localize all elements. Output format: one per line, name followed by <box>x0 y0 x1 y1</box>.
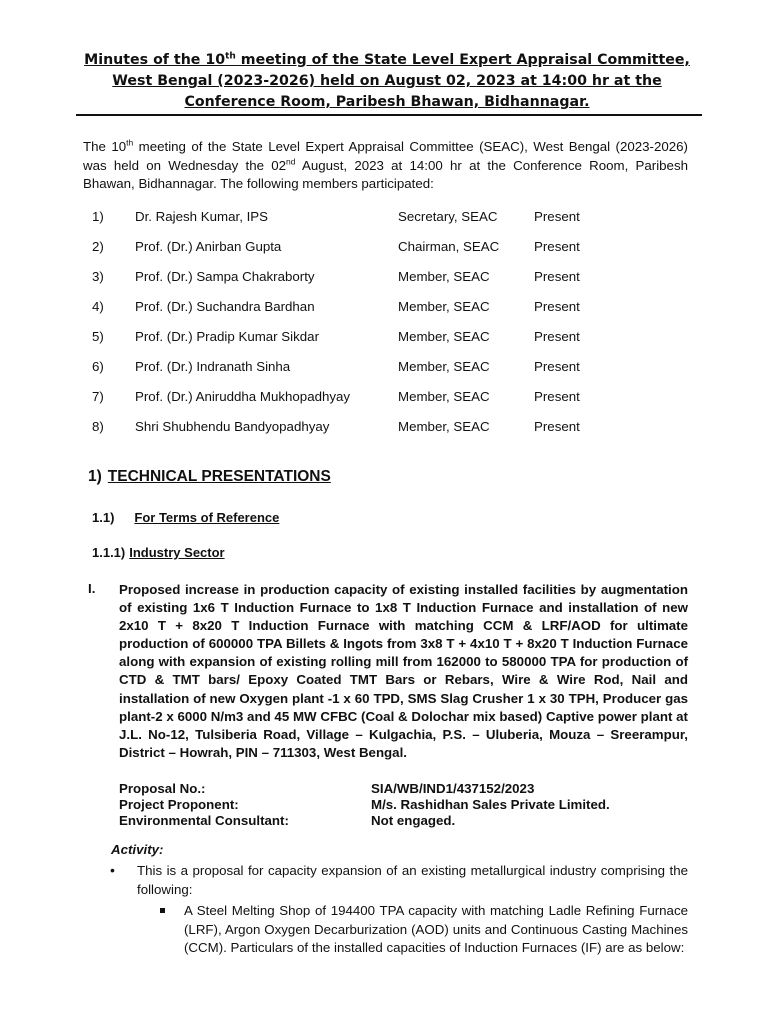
member-status: Present <box>534 359 580 374</box>
member-role: Member, SEAC <box>398 419 490 434</box>
member-row <box>92 358 692 388</box>
title-text-end: meeting of the State Level Expert Appraisal Committee, West Bengal (2023-2026) held on August 02, 2023 at 14:00 hr at the Conference Room, Paribesh Bhawan, Bidhannagar. <box>112 52 690 110</box>
member-role: Secretary, SEAC <box>398 209 498 224</box>
square-bullet-icon <box>160 908 165 913</box>
title-superscript: th <box>225 51 236 62</box>
member-number: 2) <box>92 239 104 254</box>
section-number: 1) <box>88 468 102 485</box>
member-status: Present <box>534 239 580 254</box>
title-divider <box>76 114 702 116</box>
member-number: 7) <box>92 389 104 404</box>
member-row <box>92 388 692 418</box>
section-heading-1 <box>88 468 331 486</box>
member-row <box>92 268 692 298</box>
section-label: Industry Sector <box>129 545 225 560</box>
section-label: TECHNICAL PRESENTATIONS <box>107 468 331 485</box>
member-role: Member, SEAC <box>398 359 490 374</box>
member-name: Prof. (Dr.) Sampa Chakraborty <box>135 269 315 284</box>
member-status: Present <box>534 209 580 224</box>
member-status: Present <box>534 329 580 344</box>
member-number: 5) <box>92 329 104 344</box>
page-title <box>72 50 702 113</box>
member-number: 1) <box>92 209 104 224</box>
member-name: Prof. (Dr.) Pradip Kumar Sikdar <box>135 329 319 344</box>
detail-label: Environmental Consultant: <box>119 813 289 828</box>
member-role: Member, SEAC <box>398 299 490 314</box>
member-name: Prof. (Dr.) Aniruddha Mukhopadhyay <box>135 389 351 404</box>
member-name: Dr. Rajesh Kumar, IPS <box>135 209 269 224</box>
activity-heading: Activity: <box>111 842 164 857</box>
member-status: Present <box>534 389 580 404</box>
member-status: Present <box>534 419 580 434</box>
member-number: 4) <box>92 299 104 314</box>
member-role: Chairman, SEAC <box>398 239 500 254</box>
member-status: Present <box>534 299 580 314</box>
member-status: Present <box>534 269 580 284</box>
member-name: Prof. (Dr.) Indranath Sinha <box>135 359 291 374</box>
member-role: Member, SEAC <box>398 329 490 344</box>
member-number: 3) <box>92 269 104 284</box>
detail-value: Not engaged. <box>371 813 456 828</box>
section-label: For Terms of Reference <box>134 510 280 525</box>
intro-superscript-2: nd <box>286 156 296 167</box>
intro-superscript-1: th <box>126 137 134 148</box>
detail-label: Proposal No.: <box>119 781 206 796</box>
bullet-icon: • <box>110 862 115 878</box>
member-name: Shri Shubhendu Bandyopadhyay <box>135 419 330 434</box>
member-row <box>92 208 692 238</box>
detail-value: SIA/WB/IND1/437152/2023 <box>371 781 535 796</box>
member-name: Prof. (Dr.) Anirban Gupta <box>135 239 282 254</box>
member-name: Prof. (Dr.) Suchandra Bardhan <box>135 299 315 314</box>
intro-text-3: August, 2023 at 14:00 hr at the Conference Room, Paribesh Bhawan, Bidhannagar. The following members participated: <box>83 157 688 191</box>
members-list <box>92 208 692 448</box>
detail-label: Project Proponent: <box>119 797 239 812</box>
member-role: Member, SEAC <box>398 389 490 404</box>
member-row <box>92 418 692 448</box>
section-heading-1-1-1 <box>92 545 225 560</box>
member-number: 8) <box>92 419 104 434</box>
section-number: 1.1.1) <box>92 545 126 560</box>
title-text-start: Minutes of the 10 <box>84 52 226 68</box>
intro-text-1: The 10 <box>83 139 127 154</box>
intro-paragraph <box>83 138 688 194</box>
detail-value: M/s. Rashidhan Sales Private Limited. <box>371 797 610 812</box>
member-row <box>92 298 692 328</box>
activity-sub-bullet-text: A Steel Melting Shop of 194400 TPA capacity with matching Ladle Refining Furnace (LRF), Argon Oxygen Decarburization (AOD) units and Continuous Casting Machines (CCM). Particulars of the installed capacities of Induction Furnaces (IF) are as below: <box>184 903 688 955</box>
activity-bullet-text: This is a proposal for capacity expansion of an existing metallurgical industry comprising the following: <box>137 863 688 897</box>
member-role: Member, SEAC <box>398 269 490 284</box>
section-heading-1-1 <box>92 510 279 525</box>
member-row <box>92 238 692 268</box>
proposal-description: Proposed increase in production capacity of existing installed facilities by augmentation of existing 1x6 T Induction Furnace to 1x8 T Induction Furnace and installation of new 2x10 T + 8x20 T Induction Furnace with matching CCM & LRF/AOD for ultimate production of 600000 TPA Billets & Ingots from 3x8 T + 4x10 T + 8x20 T Induction Furnace along with expansion of existing rolling mill from 162000 to 580000 TPA for production of CTD & TMT bars/ Epoxy Coated TMT Bars or Rebars, Wire & Wire Rod, Nail and installation of new Oxygen plant -1 x 60 TPD, SMS Slag Crusher 1 x 30 TPH, Producer gas plant-2 x 6000 N/m3 and 45 MW CFBC (Coal & Dolochar mix based) Captive power plant at J.L. No-12, Tulsiberia Road, Village – Kulgachia, P.S. – Uluberia, Mouza – Sreerampur, District – Howrah, PIN – 711303, West Bengal. <box>119 582 688 760</box>
section-number: 1.1) <box>92 510 115 525</box>
member-row <box>92 328 692 358</box>
item-numeral: I. <box>88 581 96 596</box>
member-number: 6) <box>92 359 104 374</box>
intro-text-2: meeting of the State Level Expert Appraisal Committee (SEAC), West Bengal (2023-2026) was held on Wednesday the 02 <box>83 139 688 173</box>
